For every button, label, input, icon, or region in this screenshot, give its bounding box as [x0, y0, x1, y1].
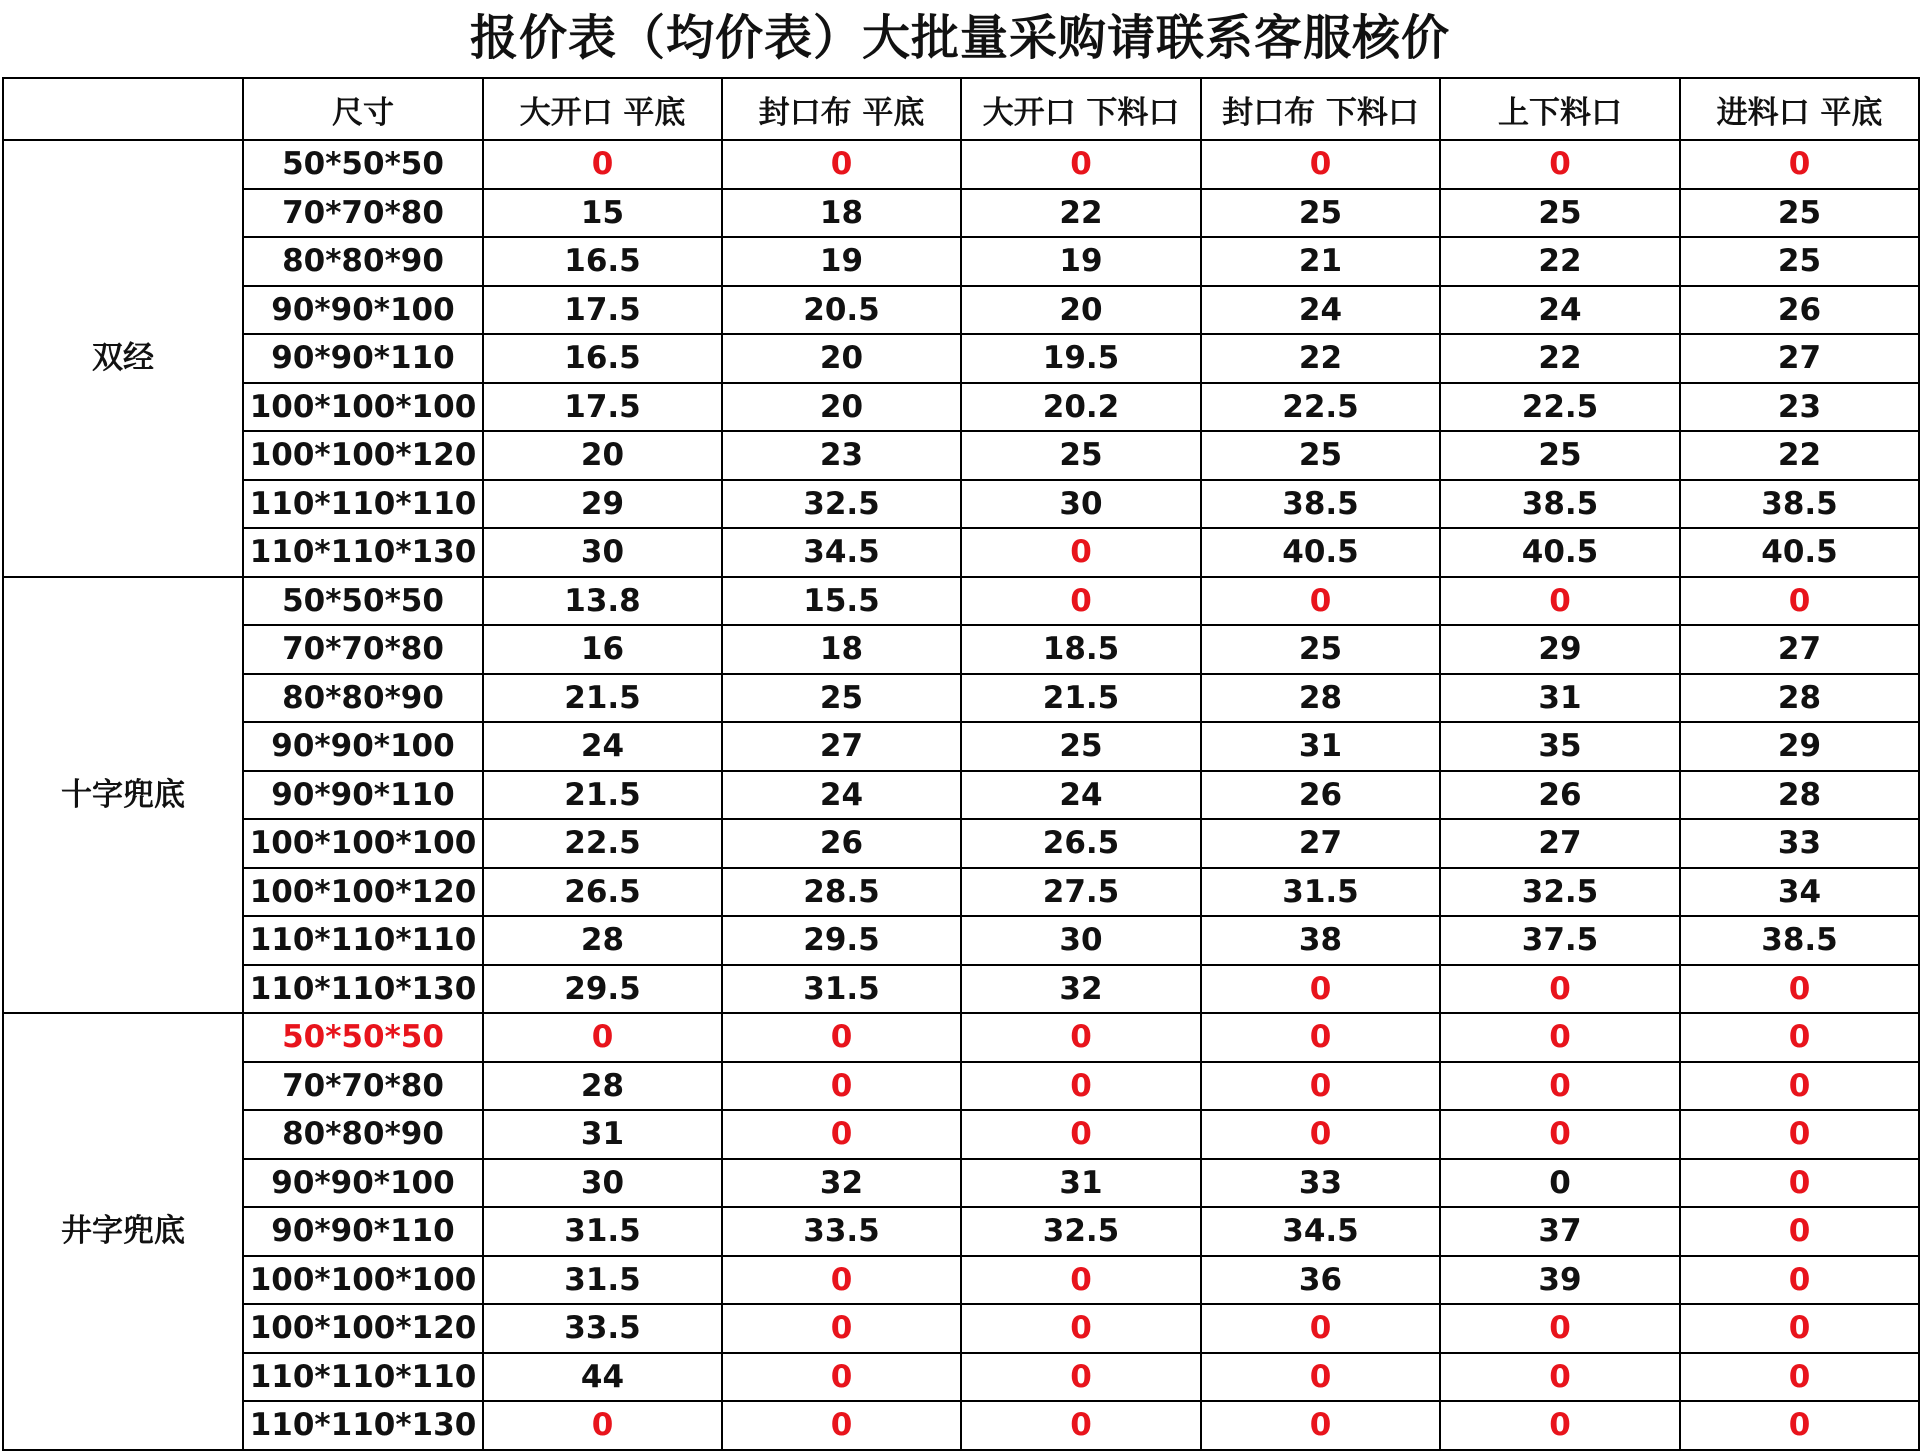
price-cell: 26	[1201, 771, 1440, 820]
price-cell: 22.5	[1201, 383, 1440, 432]
price-cell: 0	[1680, 1353, 1919, 1402]
price-cell: 16.5	[483, 237, 722, 286]
price-cell: 32.5	[722, 480, 961, 529]
table-row	[3, 722, 1919, 771]
price-cell: 28	[483, 916, 722, 965]
price-cell: 25	[1201, 431, 1440, 480]
price-cell: 32	[961, 965, 1201, 1014]
size-cell: 90*90*100	[243, 1159, 483, 1208]
size-cell: 100*100*100	[243, 1256, 483, 1305]
price-cell: 0	[1680, 1013, 1919, 1062]
price-cell: 31.5	[1201, 868, 1440, 917]
price-cell: 16	[483, 625, 722, 674]
header-cell-open-discharge: 大开口 下料口	[961, 78, 1201, 140]
price-cell: 21.5	[483, 674, 722, 723]
size-cell: 110*110*110	[243, 480, 483, 529]
table-row	[3, 528, 1919, 577]
price-cell: 0	[1440, 140, 1680, 189]
size-cell: 50*50*50	[243, 1013, 483, 1062]
header-cell-blank	[3, 78, 243, 140]
table-body	[3, 140, 1919, 1450]
price-cell: 21.5	[483, 771, 722, 820]
price-cell: 25	[961, 431, 1201, 480]
size-cell: 90*90*100	[243, 286, 483, 335]
price-cell: 40.5	[1680, 528, 1919, 577]
price-cell: 32.5	[1440, 868, 1680, 917]
price-cell: 27.5	[961, 868, 1201, 917]
table-row	[3, 625, 1919, 674]
size-cell: 80*80*90	[243, 674, 483, 723]
price-cell: 0	[1680, 140, 1919, 189]
price-cell: 0	[1680, 1401, 1919, 1450]
table-row	[3, 431, 1919, 480]
price-cell: 0	[1440, 577, 1680, 626]
price-cell: 31	[1440, 674, 1680, 723]
price-cell: 24	[483, 722, 722, 771]
header-cell-size: 尺寸	[243, 78, 483, 140]
table-row	[3, 771, 1919, 820]
size-cell: 110*110*130	[243, 965, 483, 1014]
price-cell: 0	[1440, 1304, 1680, 1353]
price-cell: 19.5	[961, 334, 1201, 383]
price-cell: 0	[1440, 1401, 1680, 1450]
price-cell: 27	[1440, 819, 1680, 868]
price-cell: 0	[961, 1013, 1201, 1062]
price-cell: 33	[1680, 819, 1919, 868]
table-row	[3, 1062, 1919, 1111]
table-row	[3, 1304, 1919, 1353]
category-cell: 十字兜底	[3, 577, 243, 1014]
price-cell: 38.5	[1680, 480, 1919, 529]
price-cell: 0	[961, 1401, 1201, 1450]
price-cell: 0	[1680, 1062, 1919, 1111]
price-cell: 0	[1201, 140, 1440, 189]
table-row	[3, 237, 1919, 286]
price-cell: 31.5	[483, 1207, 722, 1256]
price-cell: 20.2	[961, 383, 1201, 432]
price-cell: 25	[1201, 189, 1440, 238]
table-row	[3, 1401, 1919, 1450]
size-cell: 110*110*110	[243, 916, 483, 965]
table-row	[3, 1256, 1919, 1305]
size-cell: 110*110*130	[243, 1401, 483, 1450]
price-cell: 25	[1440, 189, 1680, 238]
price-cell: 28	[1201, 674, 1440, 723]
price-cell: 26	[1440, 771, 1680, 820]
price-cell: 20.5	[722, 286, 961, 335]
price-cell: 26.5	[483, 868, 722, 917]
price-cell: 30	[483, 1159, 722, 1208]
price-cell: 0	[483, 1013, 722, 1062]
price-cell: 20	[961, 286, 1201, 335]
price-cell: 0	[961, 1353, 1201, 1402]
price-cell: 0	[1440, 1062, 1680, 1111]
price-cell: 0	[1440, 1013, 1680, 1062]
price-cell: 21.5	[961, 674, 1201, 723]
price-cell: 19	[722, 237, 961, 286]
table-row	[3, 1159, 1919, 1208]
price-cell: 28	[1680, 674, 1919, 723]
table-row	[3, 140, 1919, 189]
price-cell: 24	[961, 771, 1201, 820]
category-cell: 双经	[3, 140, 243, 577]
table-row	[3, 916, 1919, 965]
price-cell: 33.5	[483, 1304, 722, 1353]
price-cell: 0	[722, 1353, 961, 1402]
price-cell: 22	[1201, 334, 1440, 383]
price-cell: 32.5	[961, 1207, 1201, 1256]
table-row	[3, 334, 1919, 383]
price-cell: 36	[1201, 1256, 1440, 1305]
price-cell: 31	[961, 1159, 1201, 1208]
price-cell: 25	[1201, 625, 1440, 674]
price-cell: 29	[1680, 722, 1919, 771]
price-cell: 0	[722, 1013, 961, 1062]
price-table	[2, 77, 1920, 1451]
price-cell: 29	[483, 480, 722, 529]
category-cell: 井字兜底	[3, 1013, 243, 1450]
price-cell: 0	[1680, 1207, 1919, 1256]
price-cell: 28.5	[722, 868, 961, 917]
price-cell: 38.5	[1680, 916, 1919, 965]
price-cell: 0	[961, 140, 1201, 189]
price-cell: 0	[1201, 577, 1440, 626]
price-cell: 0	[722, 1062, 961, 1111]
price-cell: 38.5	[1440, 480, 1680, 529]
size-cell: 90*90*110	[243, 771, 483, 820]
price-cell: 31	[483, 1110, 722, 1159]
size-cell: 50*50*50	[243, 577, 483, 626]
price-cell: 0	[722, 1110, 961, 1159]
price-cell: 22.5	[483, 819, 722, 868]
size-cell: 80*80*90	[243, 1110, 483, 1159]
price-cell: 18	[722, 189, 961, 238]
price-cell: 0	[483, 140, 722, 189]
price-cell: 39	[1440, 1256, 1680, 1305]
price-cell: 34.5	[722, 528, 961, 577]
price-cell: 17.5	[483, 383, 722, 432]
price-cell: 34	[1680, 868, 1919, 917]
price-cell: 0	[1201, 1304, 1440, 1353]
price-cell: 38.5	[1201, 480, 1440, 529]
table-row	[3, 189, 1919, 238]
price-cell: 18	[722, 625, 961, 674]
price-cell: 38	[1201, 916, 1440, 965]
price-cell: 0	[961, 1304, 1201, 1353]
table-row	[3, 577, 1919, 626]
table-row	[3, 868, 1919, 917]
price-cell: 0	[1680, 1159, 1919, 1208]
price-cell: 0	[961, 1062, 1201, 1111]
size-cell: 100*100*120	[243, 431, 483, 480]
price-cell: 16.5	[483, 334, 722, 383]
price-cell: 26	[722, 819, 961, 868]
price-cell: 0	[1680, 577, 1919, 626]
price-cell: 31.5	[722, 965, 961, 1014]
table-row	[3, 286, 1919, 335]
size-cell: 50*50*50	[243, 140, 483, 189]
price-cell: 30	[961, 916, 1201, 965]
price-cell: 22	[961, 189, 1201, 238]
price-cell: 0	[1440, 1159, 1680, 1208]
page-title: 报价表（均价表）大批量采购请联系客服核价	[469, 10, 1450, 66]
table-row	[3, 965, 1919, 1014]
price-cell: 0	[483, 1401, 722, 1450]
price-cell: 0	[1440, 1353, 1680, 1402]
price-cell: 33.5	[722, 1207, 961, 1256]
table-row	[3, 674, 1919, 723]
size-cell: 110*110*110	[243, 1353, 483, 1402]
price-cell: 40.5	[1201, 528, 1440, 577]
price-cell: 28	[1680, 771, 1919, 820]
price-cell: 18.5	[961, 625, 1201, 674]
price-cell: 0	[1201, 1013, 1440, 1062]
header-cell-seal-flat: 封口布 平底	[722, 78, 961, 140]
price-cell: 27	[1680, 334, 1919, 383]
header-cell-top-bottom-spout: 上下料口	[1440, 78, 1680, 140]
price-cell: 22	[1680, 431, 1919, 480]
price-cell: 35	[1440, 722, 1680, 771]
price-cell: 0	[722, 1304, 961, 1353]
table-row	[3, 1110, 1919, 1159]
price-cell: 0	[1201, 1353, 1440, 1402]
price-cell: 37.5	[1440, 916, 1680, 965]
price-cell: 26.5	[961, 819, 1201, 868]
price-cell: 13.8	[483, 577, 722, 626]
price-cell: 25	[961, 722, 1201, 771]
price-cell: 0	[1201, 1062, 1440, 1111]
price-cell: 0	[961, 1110, 1201, 1159]
price-cell: 29	[1440, 625, 1680, 674]
price-cell: 25	[722, 674, 961, 723]
size-cell: 90*90*110	[243, 1207, 483, 1256]
size-cell: 80*80*90	[243, 237, 483, 286]
price-cell: 34.5	[1201, 1207, 1440, 1256]
price-cell: 0	[961, 1256, 1201, 1305]
price-cell: 0	[1440, 965, 1680, 1014]
price-cell: 33	[1201, 1159, 1440, 1208]
price-cell: 0	[1201, 965, 1440, 1014]
size-cell: 100*100*120	[243, 1304, 483, 1353]
price-cell: 30	[961, 480, 1201, 529]
price-cell: 0	[1680, 1256, 1919, 1305]
price-cell: 29.5	[722, 916, 961, 965]
price-cell: 22	[1440, 237, 1680, 286]
price-cell: 15	[483, 189, 722, 238]
price-cell: 0	[1201, 1110, 1440, 1159]
price-cell: 30	[483, 528, 722, 577]
price-cell: 0	[1680, 1304, 1919, 1353]
price-cell: 32	[722, 1159, 961, 1208]
price-cell: 27	[1680, 625, 1919, 674]
table-row	[3, 480, 1919, 529]
table-header-row	[3, 78, 1919, 140]
price-cell: 19	[961, 237, 1201, 286]
price-cell: 25	[1680, 237, 1919, 286]
price-cell: 27	[722, 722, 961, 771]
price-cell: 44	[483, 1353, 722, 1402]
price-cell: 31.5	[483, 1256, 722, 1305]
price-cell: 24	[1440, 286, 1680, 335]
price-cell: 29.5	[483, 965, 722, 1014]
price-cell: 0	[1201, 1401, 1440, 1450]
price-cell: 20	[483, 431, 722, 480]
price-cell: 28	[483, 1062, 722, 1111]
price-cell: 0	[722, 1256, 961, 1305]
table-row	[3, 1207, 1919, 1256]
price-cell: 22.5	[1440, 383, 1680, 432]
price-cell: 0	[961, 528, 1201, 577]
header-cell-inlet-flat: 进料口 平底	[1680, 78, 1919, 140]
price-cell: 31	[1201, 722, 1440, 771]
price-cell: 40.5	[1440, 528, 1680, 577]
price-cell: 0	[1440, 1110, 1680, 1159]
price-cell: 0	[1680, 965, 1919, 1014]
table-row	[3, 1013, 1919, 1062]
size-cell: 100*100*100	[243, 383, 483, 432]
price-cell: 27	[1201, 819, 1440, 868]
price-cell: 0	[1680, 1110, 1919, 1159]
size-cell: 110*110*130	[243, 528, 483, 577]
size-cell: 100*100*120	[243, 868, 483, 917]
size-cell: 90*90*100	[243, 722, 483, 771]
price-cell: 15.5	[722, 577, 961, 626]
price-cell: 23	[1680, 383, 1919, 432]
price-cell: 17.5	[483, 286, 722, 335]
price-cell: 0	[722, 140, 961, 189]
size-cell: 90*90*110	[243, 334, 483, 383]
size-cell: 100*100*100	[243, 819, 483, 868]
price-cell: 37	[1440, 1207, 1680, 1256]
table-row	[3, 1353, 1919, 1402]
header-cell-seal-discharge: 封口布 下料口	[1201, 78, 1440, 140]
size-cell: 70*70*80	[243, 189, 483, 238]
price-cell: 24	[1201, 286, 1440, 335]
price-cell: 23	[722, 431, 961, 480]
price-cell: 21	[1201, 237, 1440, 286]
price-cell: 22	[1440, 334, 1680, 383]
size-cell: 70*70*80	[243, 625, 483, 674]
price-cell: 25	[1440, 431, 1680, 480]
price-cell: 24	[722, 771, 961, 820]
price-cell: 0	[961, 577, 1201, 626]
table-row	[3, 819, 1919, 868]
price-cell: 25	[1680, 189, 1919, 238]
price-cell: 20	[722, 383, 961, 432]
price-cell: 20	[722, 334, 961, 383]
price-cell: 26	[1680, 286, 1919, 335]
size-cell: 70*70*80	[243, 1062, 483, 1111]
table-row	[3, 383, 1919, 432]
price-cell: 0	[722, 1401, 961, 1450]
header-cell-open-flat: 大开口 平底	[483, 78, 722, 140]
